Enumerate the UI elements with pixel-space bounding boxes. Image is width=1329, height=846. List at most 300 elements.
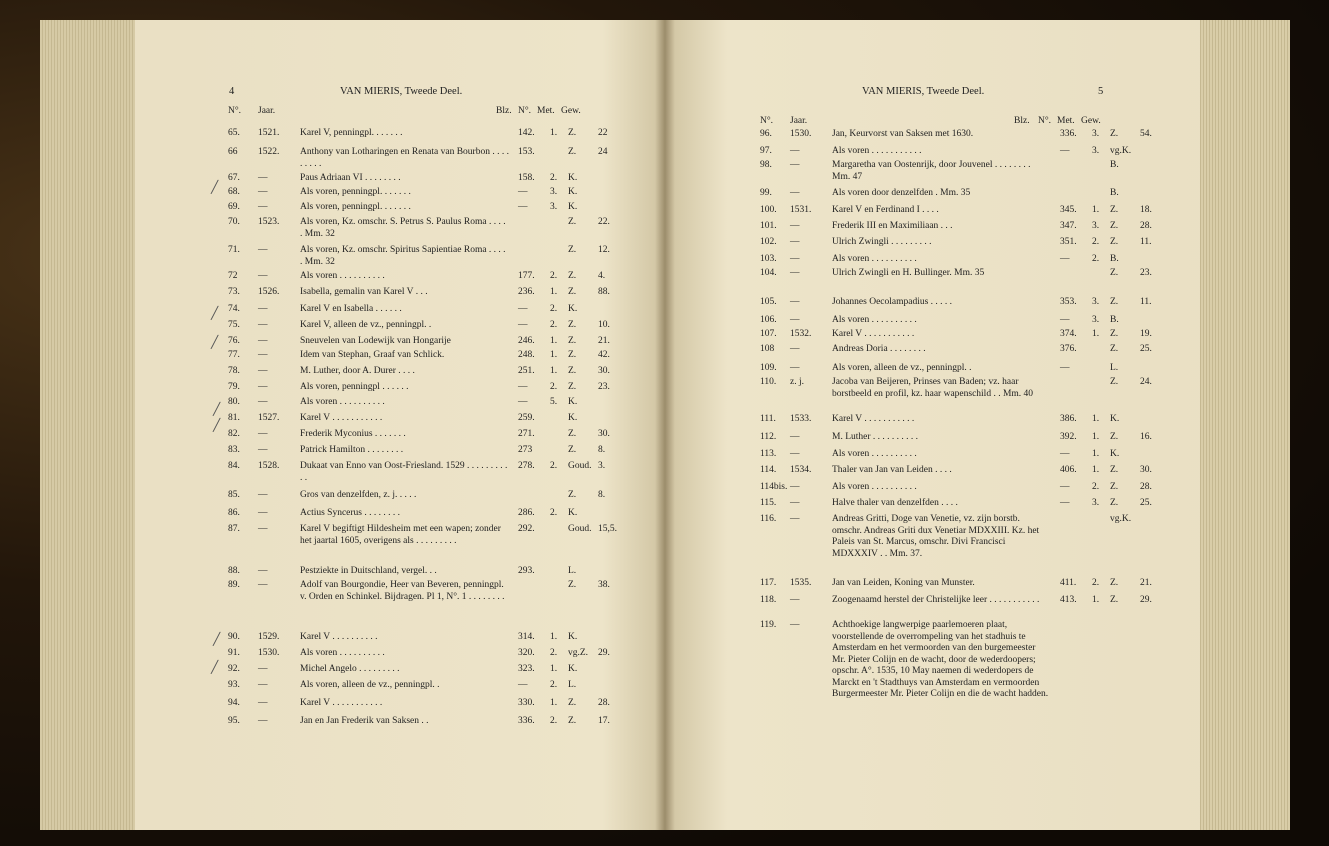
entry-desc: Als voren, Kz. omschr. Spiritus Sapientiae Roma . . . . . Mm. 32 xyxy=(300,245,506,267)
entry-year: 1531. xyxy=(790,205,812,215)
entry-met: Z. xyxy=(1110,432,1119,442)
entry-desc: Karel V begiftigt Hildesheim met een wapen; zonder het jaartal 1605, overigens als . . . . . . . . . xyxy=(300,524,501,546)
entry-met: Z. xyxy=(1110,129,1119,139)
entry-no: 119. xyxy=(760,620,777,630)
entry-blz: — xyxy=(518,680,528,690)
entry-year: 1534. xyxy=(790,465,812,475)
right-col-header-gew: Gew. xyxy=(1081,116,1101,126)
right-col-header-blz: Blz. xyxy=(1014,116,1030,126)
entry-no: 117. xyxy=(760,578,777,588)
entry-year: — xyxy=(790,595,800,605)
entry-year: — xyxy=(790,620,800,630)
left-col-header-blz: Blz. xyxy=(496,106,512,116)
entry-desc: Ulrich Zwingli en H. Bullinger. Mm. 35 xyxy=(832,268,985,278)
entry-year: — xyxy=(790,514,800,524)
entry-year: — xyxy=(790,221,800,231)
entry-blz: 406. xyxy=(1060,465,1077,475)
entry-year: — xyxy=(258,173,268,183)
entry-blz: 386. xyxy=(1060,414,1077,424)
entry-no: 101. xyxy=(760,221,777,231)
entry-no: 105. xyxy=(760,297,777,307)
entry-year: 1528. xyxy=(258,461,280,471)
entry-met: K. xyxy=(568,187,578,197)
entry-gew: 29. xyxy=(598,648,610,658)
entry-gew: 25. xyxy=(1140,344,1152,354)
entry-no: 114bis. xyxy=(760,482,788,492)
entry-blz: 353. xyxy=(1060,297,1077,307)
entry-desc: Sneuvelen van Lodewijk van Hongarije xyxy=(300,336,451,346)
entry-gew: 28. xyxy=(1140,482,1152,492)
entry-gew: 88. xyxy=(598,287,610,297)
entry-gew: 22 xyxy=(598,128,608,138)
entry-desc: Actius Syncerus . . . . . . . . xyxy=(300,508,401,518)
entry-desc: Karel V . . . . . . . . . . xyxy=(300,632,378,642)
entry-year: 1535. xyxy=(790,578,812,588)
entry-met: Z. xyxy=(568,350,577,360)
entry-nr: 1. xyxy=(1092,329,1100,339)
entry-desc: Als voren . . . . . . . . . . xyxy=(832,315,917,325)
entry-blz: 251. xyxy=(518,366,535,376)
entry-met: Goud. xyxy=(568,461,592,471)
entry-blz: 314. xyxy=(518,632,535,642)
entry-nr: 2. xyxy=(1092,482,1100,492)
entry-met: Goud. xyxy=(568,524,592,534)
entry-gew: 30. xyxy=(598,429,610,439)
entry-desc: Als voren, alleen de vz., penningpl. . xyxy=(832,363,972,373)
right-col-header-no: N°. xyxy=(760,116,774,126)
entry-no: 107. xyxy=(760,329,777,339)
entry-gew: 4. xyxy=(598,271,606,281)
right-col-header-nr: N°. xyxy=(1038,116,1052,126)
pencil-tick-mark: ╱ xyxy=(213,418,221,432)
entry-year: — xyxy=(258,680,268,690)
entry-met: Z. xyxy=(1110,578,1119,588)
entry-nr: 1. xyxy=(550,366,558,376)
entry-met: Z. xyxy=(568,580,577,590)
entry-nr: 1. xyxy=(550,698,558,708)
entry-desc: Als voren . . . . . . . . . . xyxy=(832,449,917,459)
entry-blz: 336. xyxy=(518,716,535,726)
entry-nr: 1. xyxy=(1092,449,1100,459)
entry-blz: 278. xyxy=(518,461,535,471)
entry-no: 92. xyxy=(228,664,240,674)
entry-year: — xyxy=(258,716,268,726)
entry-gew: 21. xyxy=(1140,578,1152,588)
entry-gew: 17. xyxy=(598,716,610,726)
entry-no: 115. xyxy=(760,498,777,508)
entry-met: Z. xyxy=(1110,205,1119,215)
pencil-tick-mark: ╱ xyxy=(211,306,219,320)
entry-no: 108 xyxy=(760,344,775,354)
entry-blz: — xyxy=(518,304,528,314)
entry-year: — xyxy=(790,268,800,278)
entry-met: vg.K. xyxy=(1110,514,1132,524)
entry-no: 116. xyxy=(760,514,777,524)
entry-nr: 1. xyxy=(550,336,558,346)
entry-desc: Adolf van Bourgondie, Heer van Beveren, penningpl. v. Orden en Schinkel. Bijdragen. Pl 1, N°. 1 . . . . . . . . xyxy=(300,580,505,602)
entry-blz: 320. xyxy=(518,648,535,658)
entry-no: 103. xyxy=(760,254,777,264)
entry-year: — xyxy=(258,304,268,314)
entry-no: 104. xyxy=(760,268,777,278)
entry-nr: 1. xyxy=(1092,205,1100,215)
right-page-number: 5 xyxy=(1098,86,1104,97)
entry-desc: Jan van Leiden, Koning van Munster. xyxy=(832,578,975,588)
entry-gew: 24 xyxy=(598,147,608,157)
entry-blz: 376. xyxy=(1060,344,1077,354)
entry-gew: 3. xyxy=(598,461,606,471)
entry-nr: 3. xyxy=(1092,221,1100,231)
entry-blz: 158. xyxy=(518,173,535,183)
entry-year: — xyxy=(258,187,268,197)
entry-desc: Frederik III en Maximiliaan . . . xyxy=(832,221,953,231)
entry-met: Z. xyxy=(568,490,577,500)
entry-nr: 1. xyxy=(550,287,558,297)
entry-gew: 29. xyxy=(1140,595,1152,605)
entry-year: — xyxy=(790,254,800,264)
pencil-tick-mark: ╱ xyxy=(211,660,219,674)
entry-desc: Als voren . . . . . . . . . . . xyxy=(832,146,922,156)
right-col-header-year: Jaar. xyxy=(790,116,808,126)
entry-gew: 18. xyxy=(1140,205,1152,215)
entry-blz: 413. xyxy=(1060,595,1077,605)
entry-nr: 3. xyxy=(1092,498,1100,508)
entry-year: — xyxy=(790,449,800,459)
entry-gew: 15,5. xyxy=(598,524,617,534)
entry-no: 89. xyxy=(228,580,240,590)
entry-met: B. xyxy=(1110,188,1119,198)
entry-blz: 351. xyxy=(1060,237,1077,247)
entry-desc: Andreas Gritti, Doge van Venetie, vz. zijn borstb. omschr. Andreas Griti dux Venetiar MDXXIII. Kz. het Paleis van St. Marcus, omschr. Divi Francisci MDXXXIV . . Mm. 37. xyxy=(832,514,1040,559)
left-col-header-no: N°. xyxy=(228,106,242,116)
entry-desc: Als voren, penningpl . . . . . . xyxy=(300,382,409,392)
entry-blz: 323. xyxy=(518,664,535,674)
entry-blz: 273 xyxy=(518,445,533,455)
entry-gew: 21. xyxy=(598,336,610,346)
entry-year: — xyxy=(258,271,268,281)
entry-no: 84. xyxy=(228,461,240,471)
entry-blz: — xyxy=(518,320,528,330)
entry-nr: 3. xyxy=(1092,315,1100,325)
pencil-tick-mark: ╱ xyxy=(211,335,219,349)
entry-year: — xyxy=(258,397,268,407)
left-col-header-met: Met. xyxy=(537,106,555,116)
entry-desc: Karel V en Isabella . . . . . . xyxy=(300,304,402,314)
entry-no: 70. xyxy=(228,217,240,227)
entry-no: 99. xyxy=(760,188,772,198)
entry-nr: 2. xyxy=(550,271,558,281)
entry-desc: Pestziekte in Duitschland, vergel. . . xyxy=(300,566,437,576)
entry-met: Z. xyxy=(568,382,577,392)
entry-met: B. xyxy=(1110,315,1119,325)
pencil-tick-mark: ╱ xyxy=(211,180,219,194)
entry-nr: 3. xyxy=(1092,129,1100,139)
entry-met: K. xyxy=(568,173,578,183)
entry-no: 91. xyxy=(228,648,240,658)
entry-met: Z. xyxy=(568,698,577,708)
entry-year: — xyxy=(790,160,800,170)
entry-year: — xyxy=(258,245,268,255)
entry-nr: 1. xyxy=(550,128,558,138)
entry-desc: Karel V en Ferdinand I . . . . xyxy=(832,205,939,215)
entry-desc: Idem van Stephan, Graaf van Schlick. xyxy=(300,350,445,360)
entry-year: 1530. xyxy=(258,648,280,658)
entry-met: B. xyxy=(1110,254,1119,264)
entry-year: 1530. xyxy=(790,129,812,139)
entry-year: — xyxy=(258,664,268,674)
entry-desc: M. Luther, door A. Durer . . . . xyxy=(300,366,415,376)
entry-desc: Als voren, penningpl. . . . . . . xyxy=(300,202,411,212)
entry-no: 96. xyxy=(760,129,772,139)
pencil-tick-mark: ╱ xyxy=(213,632,221,646)
entry-no: 114. xyxy=(760,465,777,475)
entry-no: 111. xyxy=(760,414,776,424)
entry-nr: 2. xyxy=(550,716,558,726)
entry-blz: 248. xyxy=(518,350,535,360)
entry-no: 86. xyxy=(228,508,240,518)
entry-nr: 2. xyxy=(550,508,558,518)
entry-no: 88. xyxy=(228,566,240,576)
right-page-edges xyxy=(1200,20,1290,830)
entry-desc: Karel V . . . . . . . . . . . xyxy=(300,698,383,708)
entry-desc: Als voren, alleen de vz., penningpl. . xyxy=(300,680,440,690)
entry-gew: 25. xyxy=(1140,498,1152,508)
entry-year: 1533. xyxy=(790,414,812,424)
entry-no: 98. xyxy=(760,160,772,170)
entry-desc: Karel V, penningpl. . . . . . . xyxy=(300,128,403,138)
entry-blz: — xyxy=(1060,498,1070,508)
entry-nr: 2. xyxy=(1092,578,1100,588)
entry-met: Z. xyxy=(1110,377,1119,387)
entry-year: — xyxy=(258,566,268,576)
entry-blz: 177. xyxy=(518,271,535,281)
entry-desc: Als voren . . . . . . . . . . xyxy=(832,254,917,264)
entry-desc: Als voren . . . . . . . . . . xyxy=(300,397,385,407)
left-page-edges xyxy=(40,20,135,830)
entry-nr: 2. xyxy=(550,320,558,330)
entry-desc: Gros van denzelfden, z. j. . . . . xyxy=(300,490,417,500)
entry-desc: Patrick Hamilton . . . . . . . . xyxy=(300,445,404,455)
entry-desc: Isabella, gemalin van Karel V . . . xyxy=(300,287,428,297)
entry-met: Z. xyxy=(1110,344,1119,354)
left-col-header-year: Jaar. xyxy=(258,106,276,116)
entry-desc: Jacoba van Beijeren, Prinses van Baden; vz. haar borstbeeld en profil, kz. haar wapenschild . . Mm. 40 xyxy=(832,377,1034,399)
entry-blz: — xyxy=(1060,146,1070,156)
entry-year: — xyxy=(790,498,800,508)
entry-no: 77. xyxy=(228,350,240,360)
entry-gew: 24. xyxy=(1140,377,1152,387)
entry-blz: 246. xyxy=(518,336,535,346)
entry-blz: 392. xyxy=(1060,432,1077,442)
entry-blz: 374. xyxy=(1060,329,1077,339)
entry-met: Z. xyxy=(568,445,577,455)
entry-met: Z. xyxy=(568,245,577,255)
entry-no: 87. xyxy=(228,524,240,534)
entry-met: Z. xyxy=(1110,465,1119,475)
entry-met: Z. xyxy=(568,336,577,346)
entry-year: — xyxy=(790,146,800,156)
entry-year: — xyxy=(258,524,268,534)
entry-gew: 30. xyxy=(598,366,610,376)
entry-met: Z. xyxy=(1110,297,1119,307)
entry-desc: Zoogenaamd herstel der Christelijke leer . . . . . . . . . . . xyxy=(832,595,1040,605)
entry-no: 109. xyxy=(760,363,777,373)
entry-year: — xyxy=(790,344,800,354)
entry-no: 69. xyxy=(228,202,240,212)
entry-year: — xyxy=(258,336,268,346)
entry-desc: Als voren . . . . . . . . . . xyxy=(300,271,385,281)
entry-gew: 8. xyxy=(598,445,606,455)
entry-no: 118. xyxy=(760,595,777,605)
entry-year: — xyxy=(258,580,268,590)
entry-no: 102. xyxy=(760,237,777,247)
entry-no: 75. xyxy=(228,320,240,330)
entry-year: — xyxy=(258,429,268,439)
entry-blz: 347. xyxy=(1060,221,1077,231)
entry-desc: Jan, Keurvorst van Saksen met 1630. xyxy=(832,129,974,139)
entry-no: 113. xyxy=(760,449,777,459)
entry-nr: 2. xyxy=(550,382,558,392)
entry-no: 66 xyxy=(228,147,238,157)
entry-year: — xyxy=(790,482,800,492)
entry-nr: 2. xyxy=(550,680,558,690)
entry-no: 95. xyxy=(228,716,240,726)
entry-gew: 16. xyxy=(1140,432,1152,442)
entry-met: Z. xyxy=(568,147,577,157)
entry-no: 72 xyxy=(228,271,238,281)
entry-met: K. xyxy=(568,202,578,212)
entry-met: K. xyxy=(568,664,578,674)
entry-desc: Als voren, Kz. omschr. S. Petrus S. Paulus Roma . . . . . Mm. 32 xyxy=(300,217,506,239)
entry-met: L. xyxy=(568,566,577,576)
entry-gew: 38. xyxy=(598,580,610,590)
entry-met: L. xyxy=(568,680,577,690)
entry-nr: 2. xyxy=(1092,237,1100,247)
entry-met: K. xyxy=(568,508,578,518)
entry-year: — xyxy=(790,297,800,307)
entry-blz: — xyxy=(1060,363,1070,373)
entry-met: Z. xyxy=(568,429,577,439)
entry-year: 1526. xyxy=(258,287,280,297)
entry-met: Z. xyxy=(1110,498,1119,508)
entry-blz: — xyxy=(1060,449,1070,459)
entry-nr: 1. xyxy=(550,632,558,642)
entry-blz: — xyxy=(518,187,528,197)
entry-desc: Karel V . . . . . . . . . . . xyxy=(832,329,915,339)
entry-met: Z. xyxy=(568,271,577,281)
entry-desc: Achthoekige langwerpige paarlemoeren plaat, voorstellende de overrompeling van het stadhuis te Amsterdam en het vermoorden van den burgemeester Mr. Pieter Colijn en de wacht, door de wederdoopers; opschr. A°. 1535, 10 May naemen di wederdopers de Marckt en 't Stadthuys van Amsterdam en vermoorden Burgermeester Mr. Pieter Colijn en die de wacht hadden. xyxy=(832,620,1049,699)
entry-blz: — xyxy=(518,382,528,392)
entry-gew: 23. xyxy=(1140,268,1152,278)
entry-year: z. j. xyxy=(790,377,804,387)
entry-gew: 11. xyxy=(1140,297,1152,307)
entry-desc: Paus Adriaan VI . . . . . . . . xyxy=(300,173,401,183)
book-gutter xyxy=(655,20,675,830)
entry-nr: 1. xyxy=(1092,432,1100,442)
entry-met: Z. xyxy=(568,128,577,138)
entry-year: 1532. xyxy=(790,329,812,339)
entry-year: 1529. xyxy=(258,632,280,642)
entry-year: — xyxy=(258,508,268,518)
entry-gew: 22. xyxy=(598,217,610,227)
entry-desc: M. Luther . . . . . . . . . . xyxy=(832,432,919,442)
entry-no: 93. xyxy=(228,680,240,690)
entry-no: 112. xyxy=(760,432,777,442)
entry-no: 76. xyxy=(228,336,240,346)
entry-no: 73. xyxy=(228,287,240,297)
entry-no: 79. xyxy=(228,382,240,392)
entry-no: 78. xyxy=(228,366,240,376)
entry-blz: — xyxy=(1060,482,1070,492)
left-col-header-gew: Gew. xyxy=(561,106,581,116)
entry-desc: Als voren . . . . . . . . . . xyxy=(300,648,385,658)
entry-blz: 293. xyxy=(518,566,535,576)
entry-year: — xyxy=(258,202,268,212)
entry-no: 68. xyxy=(228,187,240,197)
entry-year: 1527. xyxy=(258,413,280,423)
entry-year: 1523. xyxy=(258,217,280,227)
entry-gew: 10. xyxy=(598,320,610,330)
entry-no: 106. xyxy=(760,315,777,325)
entry-met: K. xyxy=(568,304,578,314)
entry-desc: Karel V . . . . . . . . . . . xyxy=(832,414,915,424)
left-page-number: 4 xyxy=(229,86,235,97)
entry-nr: 1. xyxy=(550,664,558,674)
entry-met: L. xyxy=(1110,363,1119,373)
entry-year: — xyxy=(258,350,268,360)
entry-nr: 3. xyxy=(1092,297,1100,307)
entry-year: — xyxy=(258,382,268,392)
entry-desc: Karel V, alleen de vz., penningpl. . xyxy=(300,320,432,330)
entry-gew: 8. xyxy=(598,490,606,500)
entry-nr: 3. xyxy=(550,187,558,197)
entry-no: 97. xyxy=(760,146,772,156)
entry-met: Z. xyxy=(1110,268,1119,278)
entry-nr: 2. xyxy=(550,648,558,658)
entry-nr: 2. xyxy=(550,173,558,183)
entry-year: 1522. xyxy=(258,147,280,157)
left-col-header-nr: N°. xyxy=(518,106,532,116)
entry-blz: 142. xyxy=(518,128,535,138)
entry-year: — xyxy=(258,698,268,708)
entry-met: K. xyxy=(1110,449,1120,459)
left-running-title: VAN MIERIS, Tweede Deel. xyxy=(340,86,463,97)
entry-desc: Michel Angelo . . . . . . . . . xyxy=(300,664,400,674)
entry-gew: 12. xyxy=(598,245,610,255)
entry-year: — xyxy=(790,237,800,247)
entry-gew: 30. xyxy=(1140,465,1152,475)
entry-nr: 2. xyxy=(550,304,558,314)
entry-nr: 1. xyxy=(1092,595,1100,605)
entry-desc: Johannes Oecolampadius . . . . . xyxy=(832,297,953,307)
entry-blz: — xyxy=(518,202,528,212)
entry-nr: 5. xyxy=(550,397,558,407)
entry-no: 94. xyxy=(228,698,240,708)
entry-desc: Margaretha van Oostenrijk, door Jouvenel . . . . . . . . Mm. 47 xyxy=(832,160,1031,182)
entry-blz: 271. xyxy=(518,429,535,439)
entry-year: — xyxy=(258,445,268,455)
entry-desc: Thaler van Jan van Leiden . . . . xyxy=(832,465,952,475)
entry-desc: Ulrich Zwingli . . . . . . . . . xyxy=(832,237,932,247)
entry-year: 1521. xyxy=(258,128,280,138)
pencil-tick-mark: ╱ xyxy=(213,402,221,416)
entry-no: 74. xyxy=(228,304,240,314)
entry-met: Z. xyxy=(568,366,577,376)
entry-no: 71. xyxy=(228,245,240,255)
entry-year: — xyxy=(258,366,268,376)
right-col-header-met: Met. xyxy=(1057,116,1075,126)
entry-gew: 28. xyxy=(1140,221,1152,231)
